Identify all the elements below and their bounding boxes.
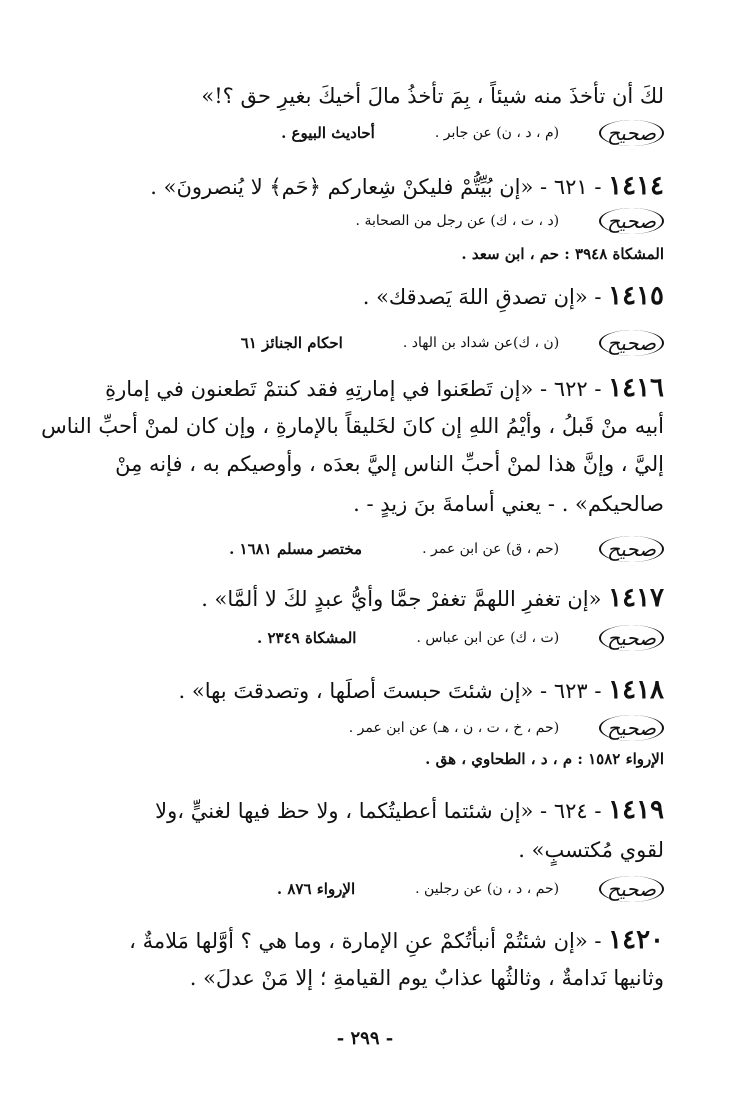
hadith-number: ١٤١٩ — [608, 795, 664, 825]
hadith-number: ١٤١٨ — [608, 675, 664, 705]
source-text: (حم ، د ، ن) عن رجلين . — [415, 881, 560, 897]
reference-row — [55, 120, 664, 146]
book-reference: احكام الجنائز ٦١ — [240, 334, 343, 352]
hadith-number: ١٤١٦ — [608, 373, 664, 403]
source-text: (ن ، ك)عن شداد بن الهاد . — [402, 335, 560, 351]
sahih-label: صحيح — [599, 330, 664, 356]
text-line: صالحيكم» . - يعني أسامةَ بنَ زيدٍ - . — [353, 492, 664, 516]
text-line: وثانيها نَدامةٌ ، وثالثُها عذابٌ يوم القيامةِ ؛ إلا مَنْ عدلَ» . — [189, 966, 664, 990]
hadith-text: - ٦٢٣ - «إن شئتَ حبستَ أصلَها ، وتصدقتَ بها» . — [178, 679, 602, 703]
reference-row — [55, 876, 664, 902]
sahih-label: صحيح — [599, 208, 664, 234]
book-reference: مختصر مسلم ١٦٨١ . — [229, 540, 363, 558]
reference-row — [55, 330, 664, 356]
hadith-text: - «إن تصدقِ اللهَ يَصدقك» . — [362, 285, 602, 309]
book-reference: المشكاة ٣٩٤٨ : حم ، ابن سعد . — [461, 245, 664, 263]
hadith-1416 — [40, 370, 664, 407]
hadith-1417 — [40, 580, 664, 617]
sahih-label: صحيح — [599, 715, 664, 741]
book-reference: الإرواء ٨٧٦ . — [276, 880, 356, 898]
reference-row — [55, 715, 664, 741]
sahih-label: صحيح — [599, 536, 664, 562]
hadith-number: ١٤٢٠ — [608, 925, 664, 955]
hadith-text: - ٦٢١ - «إن بُيِّتُّمْ فليكنْ شِعاركم ﴿حَم﴾ لا يُنصرونَ» . — [150, 175, 602, 199]
hadith-number: ١٤١٤ — [608, 171, 664, 201]
hadith-number: ١٤١٧ — [608, 583, 664, 613]
page-number: - ٢٩٩ - — [336, 1028, 394, 1049]
hadith-number: ١٤١٥ — [608, 281, 664, 311]
hadith-text: - ٦٢٢ - «إن تَطعَنوا في إمارتِهِ فقد كنتمْ تَطعنون في إمارةِ — [105, 377, 602, 401]
source-text: (حم ، خ ، ت ، ن ، هـ) عن ابن عمر . — [348, 720, 560, 736]
sahih-label: صحيح — [599, 876, 664, 902]
source-text: (د ، ت ، ك) عن رجل من الصحابة . — [355, 213, 560, 229]
book-reference: الإرواء ١٥٨٢ : م ، د ، الطحاوي ، هق . — [425, 750, 664, 768]
reference-row — [55, 208, 664, 234]
reference-row — [55, 536, 664, 562]
text-line: لكَ أن تأخذَ منه شيئاً ، بِمَ تأخذُ مالَ أخيكَ بغيرِ حق ؟!» — [201, 84, 664, 108]
hadith-1414 — [40, 168, 664, 205]
book-reference: أحاديث البيوع . — [281, 124, 375, 142]
source-text: (ت ، ك) عن ابن عباس . — [416, 630, 560, 646]
hadith-1420 — [40, 922, 664, 959]
text-line: أبيه منْ قَبلُ ، وأيْمُ اللهِ إن كانَ لخَليقاً بالإمارةِ ، وإن كان لمنْ أحبِّ الناس — [41, 414, 664, 438]
hadith-1415 — [40, 278, 664, 315]
hadith-text: - «إن شئتُمْ أنبأتُكمْ عنِ الإمارة ، وما هي ؟ أوَّلها مَلامةٌ ، — [129, 929, 602, 953]
sahih-label: صحيح — [599, 120, 664, 146]
text-line: لقوي مُكتسبٍ» . — [518, 838, 664, 862]
hadith-text: «إن تغفرِ اللهمَّ تغفرْ جمَّا وأيُّ عبدٍ لكَ لا ألمَّا» . — [201, 587, 602, 611]
sahih-label: صحيح — [599, 625, 664, 651]
hadith-1418 — [40, 672, 664, 709]
text-line: إليَّ ، وإنَّ هذا لمنْ أحبِّ الناس إليَّ بعدَه ، وأوصيكم به ، فإنه مِنْ — [115, 452, 664, 476]
hadith-text: - ٦٢٤ - «إن شئتما أعطيتُكما ، ولا حظ فيها لغنيٍّ ،ولا — [155, 799, 602, 823]
reference-row — [55, 625, 664, 651]
hadith-1419 — [40, 792, 664, 829]
source-text: (حم ، ق) عن ابن عمر . — [422, 541, 560, 557]
book-reference: المشكاة ٢٣٤٩ . — [257, 629, 357, 647]
source-text: (م ، د ، ن) عن جابر . — [434, 125, 560, 141]
